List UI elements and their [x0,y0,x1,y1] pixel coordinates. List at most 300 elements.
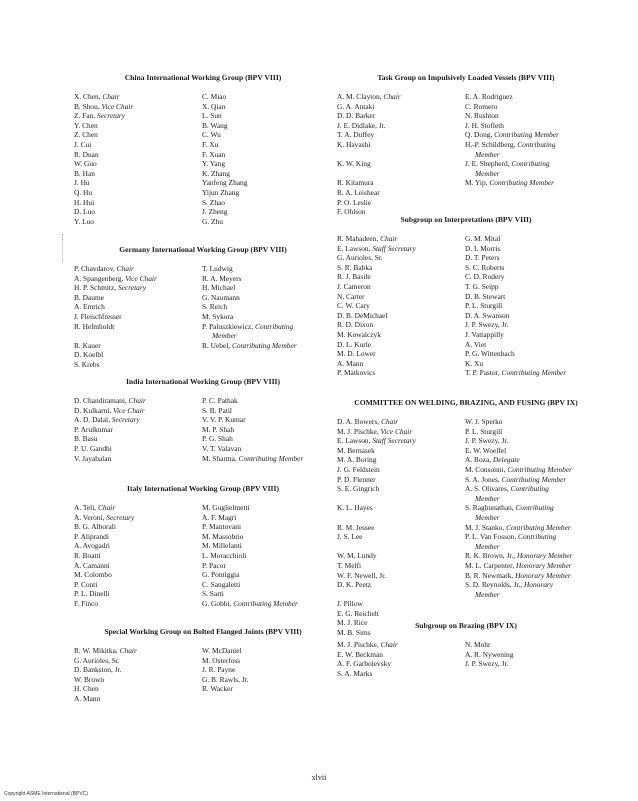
member-name-text: E. G. Reichelt [337,608,379,618]
member-name-text: A. F. Magri [202,512,237,522]
member-name-text: S. C. Roberts [465,262,505,272]
member-name [202,675,332,685]
copyright-footer: Copyright ASME International (BPVC) [4,791,88,797]
member-name-text: P. Chavdarov, [74,264,117,273]
member-name [465,455,595,465]
member-name [465,359,595,369]
member-name-text: D. B. Stewart [465,291,506,301]
member-name-text: M. Osterfoss [202,655,241,665]
member-name [74,150,202,160]
member-name [74,522,202,532]
member-name-text: C. Miao [202,92,227,101]
member-name-text: J. Zheng [202,207,228,217]
member-name-text: P. Matkovics [337,368,376,378]
member-name [465,475,595,485]
member-name-text: J. Hu [74,178,90,188]
member-name-text: S. Reich [202,302,228,312]
member-name-text: M. Colombo [74,570,112,580]
member-name-text: G. Zhu [202,216,223,226]
member-name-text: L. Moracchioli [202,550,247,560]
member-name [74,217,202,227]
member-name [465,102,595,112]
member-name [337,551,465,561]
member-name-text: F. Xuan [202,149,226,159]
member-name [337,640,465,650]
member-name-text: M. J. Pischke, [337,640,381,649]
member-name [465,417,595,427]
member-name [202,444,332,454]
member-name [202,92,332,102]
member-name-text: T. Melfi [337,560,362,570]
member-name [465,532,595,551]
member-name [465,340,595,350]
member-name-text: P. D. Flenner [337,474,376,484]
member-name-text: G. Naumann [202,292,240,302]
member-role: Secretary [117,283,146,293]
member-role: Contributing Member [506,522,571,532]
member-name [337,282,465,292]
member-name-text: D. Kulkarni, [74,405,113,415]
member-list [74,503,332,609]
member-name-text: P. U. Gandhi [74,443,112,453]
member-list [74,264,332,370]
member-name-text: J. Cameron [337,281,371,291]
member-name [202,503,332,513]
member-name [202,454,332,464]
member-name [465,263,595,273]
member-role: Contributing Member [233,598,298,608]
member-role: Vice Chair [125,273,157,283]
member-name [202,130,332,140]
member-name-text: M. L. Carpenter, [465,560,517,570]
member-name-text: C. D. Rodery [465,272,505,282]
member-name [202,102,332,112]
member-name-text: D. B. DeMichael [337,310,388,320]
member-name-text: J. P. Swezy, Jr. [465,659,509,669]
member-name-text: J. H. Stofleth [465,120,505,130]
member-name-text: W. M. Lundy [337,551,377,561]
member-name [337,198,465,208]
member-name [74,350,202,360]
member-role: Contributing [254,321,294,331]
section-title: Germany International Working Group (BPV VIII) [119,245,287,254]
member-role-continued: Member [475,149,500,159]
member-name-text: E. Lawson, [337,436,373,446]
member-name [202,513,332,523]
member-name [465,92,595,102]
section-impulsively-loaded-vessels [337,73,595,217]
member-name-text: R. Kauer [74,340,101,350]
member-name [74,532,202,542]
member-name-text: R. D. Dixon [337,320,374,330]
member-role: Vice Chair [101,101,134,111]
section-india-iwg [74,377,332,463]
member-name-text: G. Gobbi, [202,598,234,608]
member-role: Honorary [523,580,554,590]
member-role: Honorary Member [516,560,572,570]
member-name-text: M. J. Rice [337,618,368,628]
member-name-text: S. D. Reynolds, Jr., [465,580,524,590]
member-name [74,396,202,406]
member-name-text: K. L. Hayes [337,503,373,513]
member-name-text: N. Mohr [465,640,491,649]
member-role: Contributing [510,484,549,494]
member-name [202,580,332,590]
member-name-text: M. Guglielmetti [202,503,250,512]
member-name [465,669,595,679]
member-name [202,589,332,599]
member-name-text: D. L. Kurle [337,339,372,349]
member-name [202,532,332,542]
section-title: Subgroup on Brazing (BPV IX) [415,621,517,630]
member-name-text: J. Vattappilly [465,329,504,339]
page-number: xlvii [311,773,327,782]
member-role: Contributing Member [238,453,304,463]
member-name [337,484,465,503]
member-name-text: A. Viet [465,339,487,349]
member-name [74,322,202,341]
member-name [202,293,332,303]
member-name-text: P. L. Sturgill [465,301,503,311]
member-name-text: E. W. Woelfel [465,445,507,455]
member-name [74,503,202,513]
member-name [337,253,465,263]
member-name [465,599,595,609]
member-name-text: C. Wu [202,130,221,140]
member-name-text: P. O. Leslie [337,197,372,207]
member-name [74,178,202,188]
member-name [74,541,202,551]
member-name [202,198,332,208]
member-name [74,140,202,150]
member-role: Vice Chair [380,426,413,436]
member-name [465,446,595,456]
member-name [202,522,332,532]
member-name [202,434,332,444]
member-name-text: Yanfeng Zhang [202,178,248,188]
member-role: Chair [380,640,398,649]
member-name-text: Yijun Zhang [202,187,240,197]
member-role: Secretary [106,512,135,522]
member-name [74,444,202,454]
member-name [337,580,465,599]
member-name-text: A. Spangenberg, [74,273,126,283]
member-name-text: N. Carter [337,291,365,301]
member-name-text: M. Kowalczyk [337,329,381,339]
member-name [337,532,465,551]
member-name [465,609,595,619]
member-name [337,320,465,330]
member-name [202,665,332,675]
member-name-text: N. Rushton [465,111,499,121]
member-name-text: P. Pacor [202,560,226,570]
member-name-text: D. Bankston, Jr. [74,665,122,675]
member-name [337,159,465,178]
member-name [202,322,332,341]
member-name [337,609,465,619]
member-name [465,640,595,650]
member-name [202,207,332,217]
member-name-text: K. Hayashi [337,139,371,149]
section-title: China International Working Group (BPV VIII) [124,73,282,82]
member-name [202,561,332,571]
member-name-text: R. Boatti [74,550,101,560]
member-role-continued: Member [475,541,500,551]
member-name-text: M. Bernasek [337,445,375,455]
member-name-text: G. Aurioles, Sr. [74,655,120,665]
member-name [465,234,595,244]
member-name-text: M. B. Sims [337,628,371,638]
member-name-text: M. Millefanti [202,541,242,551]
member-name-text: J. S. Lee [337,532,363,542]
member-name-text: C. Sangaletti [202,579,241,589]
section-title: Italy International Working Group (BPV VIII) [127,484,279,493]
member-role: Chair [380,234,398,243]
member-name [337,102,465,112]
member-name-text: M. J. Pischke, [337,426,381,436]
member-list [337,640,595,678]
member-name [337,292,465,302]
member-name [74,188,202,198]
member-name [202,312,332,322]
member-name [202,169,332,179]
member-name [74,415,202,425]
member-name-text: W. McDaniel [202,646,242,655]
section-china-iwg [74,73,332,226]
member-name-text: P. G. Shah [202,434,233,444]
member-name [337,650,465,660]
member-role: Chair [119,646,137,655]
member-name [465,311,595,321]
member-name [465,427,595,437]
member-name-text: M. A. Boring [337,455,377,465]
member-name-text: Q. Hu [74,187,93,197]
member-name-text: M. Consonni, [465,464,508,474]
member-name [337,244,465,254]
member-name [202,159,332,169]
member-name [337,503,465,522]
member-name-text: A. Emrich [74,302,105,312]
member-name [74,264,202,274]
section-title: Subgroup on Interpretations (BPV VIII) [400,215,532,224]
member-role: Staff Secretary [372,243,416,253]
member-name-text: A. M. Clayton, [337,92,384,101]
member-name-text: T. A. Duffey [337,130,375,140]
member-name [465,188,595,198]
member-name [337,417,465,427]
member-name [465,292,595,302]
member-name [74,102,202,112]
member-name [337,571,465,581]
member-name-text: J. E. Didlake, Jr. [337,120,386,130]
member-name [202,302,332,312]
member-name-text: D. A. Bowers, [337,417,381,426]
member-name-text: P. Aliprandi [74,531,109,541]
member-name-text: R. Duan [74,149,99,159]
member-name [337,427,465,437]
member-name-text: T. P. Pastor, [465,368,502,378]
member-role-continued: Member [475,512,500,522]
member-role-continued: Member [475,589,500,599]
member-role: Contributing Member [501,368,567,378]
section-title: Task Group on Impulsively Loaded Vessels (BPV VIII) [377,73,555,82]
member-name-text: B. Shou, [74,101,102,111]
member-name [337,234,465,244]
member-name-text: H.-P. Schildberg, [465,139,518,149]
member-name-text: R. Helmholdt [74,321,115,331]
member-role: Contributing [518,532,557,542]
member-name [337,475,465,485]
member-name [74,570,202,580]
member-name-text: B. Daume [74,292,104,302]
member-name [202,656,332,666]
member-name [74,406,202,416]
member-name-text: Y. Luo [74,216,94,226]
member-name-text: K. Zhang [202,168,230,178]
member-role: Vice Chair [113,405,145,415]
member-name-text: S. A. Jones, [465,474,502,484]
member-role-continued: Member [212,331,237,341]
member-name [465,561,595,571]
member-name-text: V. V. P. Kumar [202,415,246,425]
member-name-text: R. Uebel, [202,340,232,350]
member-name [74,684,202,694]
member-name [202,694,332,704]
member-name-text: A. Mann [337,358,364,368]
member-name-text: D. A. Swanson [465,310,510,320]
member-name-text: A. Mann [74,693,101,703]
member-name [74,293,202,303]
member-name [74,656,202,666]
member-name-text: B. R. Newmark, [465,570,516,580]
member-name-text: D. K. Peetz [337,580,372,590]
member-name-text: R. J. Basile [337,272,371,282]
member-name-text: B. Han [74,168,95,178]
member-name [74,130,202,140]
member-name [465,282,595,292]
member-name-text: J. Pillow [337,599,363,609]
member-name-text: P. G. Wittenbach [465,349,515,359]
member-name-text: D. Chandiramani, [74,396,129,405]
member-list [74,646,332,704]
member-name [465,320,595,330]
member-name [74,159,202,169]
member-name-text: R. Kitamura [337,178,374,188]
member-name [74,589,202,599]
member-name [202,121,332,131]
member-name [465,178,595,188]
member-name-text: X. Qian [202,101,226,111]
member-name-text: A. Veroni, [74,512,107,522]
section-title: COMMITTEE ON WELDING, BRAZING, AND FUSING (BPV IX) [354,398,578,407]
member-name-text: S. Sarti [202,589,224,599]
member-name [74,312,202,322]
member-name-text: R. A. Leishear [337,187,380,197]
member-name-text: A. D. Dalal, [74,415,112,425]
member-role: Contributing [517,139,556,149]
member-role-continued: Member [475,493,500,503]
member-name-text: S. A. Marks [337,668,373,678]
member-name-text: Y. Chen [74,120,98,130]
member-name [465,571,595,581]
member-name [337,465,465,475]
member-name [202,541,332,551]
member-role: Contributing [511,159,550,169]
member-name-text: Z. Fan, [74,111,97,121]
member-name-text: D. D. Barker [337,111,376,121]
member-name [465,301,595,311]
member-name [465,349,595,359]
member-name [202,684,332,694]
member-name [337,436,465,446]
member-name [465,484,595,503]
member-name-text: W. Brown [74,674,105,684]
margin-dots [62,234,64,262]
section-germany-iwg [74,245,332,370]
member-name [465,121,595,131]
member-name [465,523,595,533]
section-brazing [337,621,595,678]
member-role: Contributing Member [494,130,559,140]
member-name-text: T. G. Seipp [465,281,499,291]
member-name-text: P. C. Pathak [202,396,238,405]
member-name-text: H. Chen [74,684,99,694]
member-name [465,130,595,140]
member-name [465,465,595,475]
member-name-text: H. Hui [74,197,95,207]
member-role: Chair [116,264,134,273]
member-name [337,140,465,159]
section-title: India International Working Group (BPV VIII) [125,377,281,386]
member-name-text: Z. Chen [74,130,98,140]
member-name-text: M. D. Lower [337,349,376,359]
member-name-text: S. B. Patil [202,405,232,415]
member-name [465,198,595,208]
section-interpretations [337,215,595,378]
member-name [337,561,465,571]
member-name-text: R. W. Mikitka, [74,646,120,655]
member-name [74,646,202,656]
member-name [465,253,595,263]
member-name-text: E. Lawson, [337,243,373,253]
member-name-text: P. L. Van Fosson, [465,532,519,542]
section-italy-iwg [74,484,332,609]
member-name [465,503,595,522]
member-name [74,121,202,131]
member-name [202,264,332,274]
member-name [337,301,465,311]
member-name [74,561,202,571]
member-name-text: C. Romero [465,101,498,111]
member-role: Delegate [492,455,520,465]
member-name-text: D. T. Peters [465,253,500,263]
member-name-text: R. M. Jessee [337,522,375,532]
member-name [74,198,202,208]
member-list [337,92,595,217]
member-name-text: J. G. Feldstein [337,464,380,474]
member-role: Contributing Member [507,464,572,474]
member-name [337,311,465,321]
member-name [74,675,202,685]
member-name [202,283,332,293]
member-name-text: D. Koelbl [74,350,104,360]
member-name-text: H. P. Schmitz, [74,283,118,293]
member-name-text: G. B. Rawls, Jr. [202,674,249,684]
member-name [465,368,595,378]
member-name-text: J. P. Swezy, Jr. [465,320,509,330]
member-name [465,244,595,254]
member-name-text: B. G. Alborali [74,522,116,532]
